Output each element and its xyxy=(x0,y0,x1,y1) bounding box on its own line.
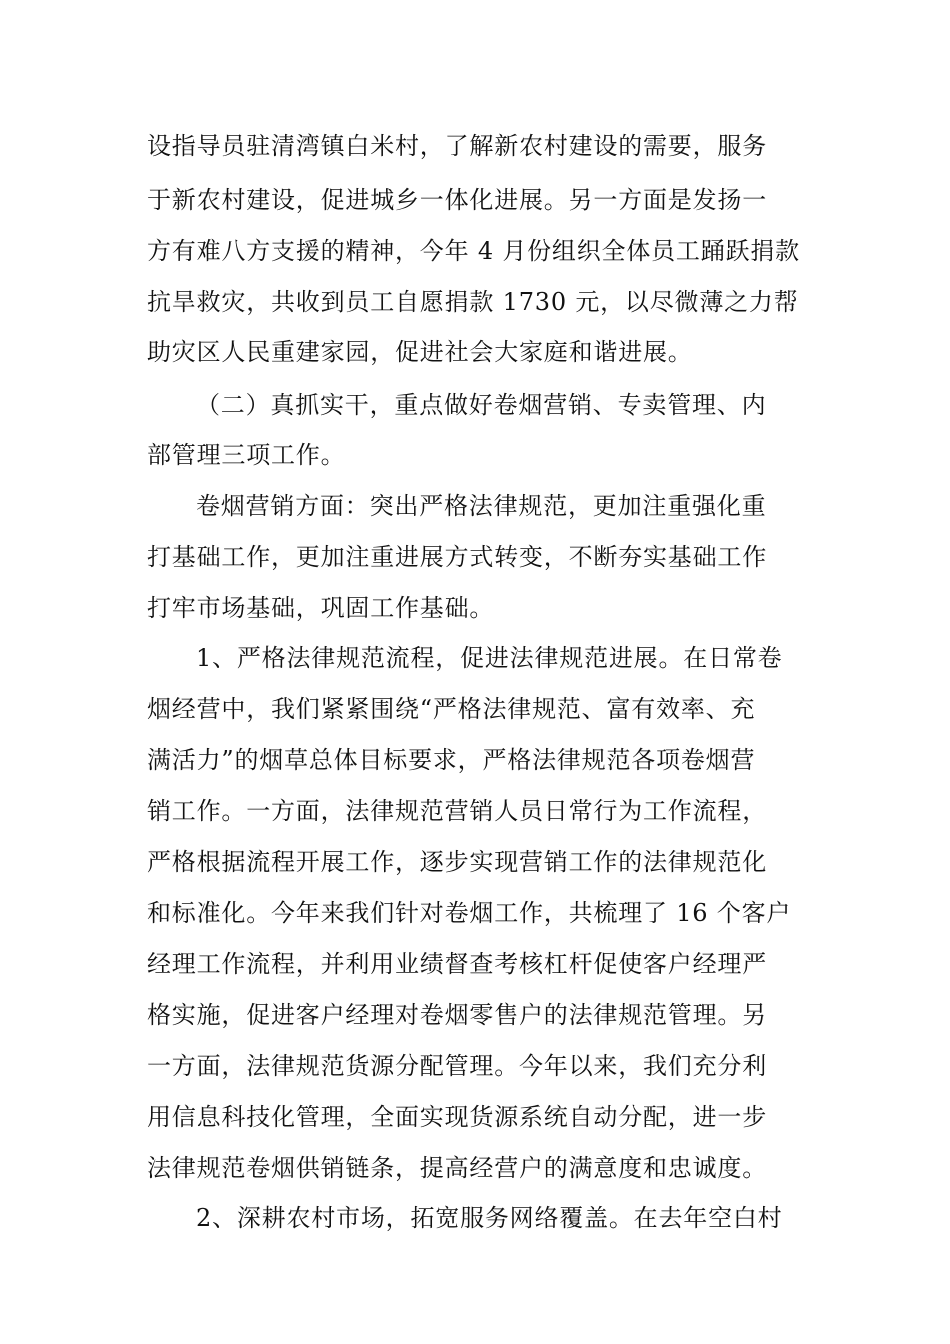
text-line: 方有难八方支援的精神，今年 4 月份组织全体员工踊跃捐款 xyxy=(147,237,800,265)
text-line: 设指导员驻清湾镇白米村，了解新农村建设的需要，服务 xyxy=(147,132,767,160)
text-line: 经理工作流程，并利用业绩督查考核杠杆促使客户经理严 xyxy=(147,950,767,978)
text-line: 打基础工作，更加注重进展方式转变，不断夯实基础工作 xyxy=(147,543,767,571)
text-line: 助灾区人民重建家园，促进社会大家庭和谐进展。 xyxy=(147,338,693,366)
text-line: 部管理三项工作。 xyxy=(147,441,346,469)
text-line: 烟经营中，我们紧紧围绕“严格法律规范、富有效率、充 xyxy=(147,695,756,723)
text-line: 2、深耕农村市场，拓宽服务网络覆盖。在去年空白村 xyxy=(196,1204,783,1232)
text-line: 卷烟营销方面：突出严格法律规范，更加注重强化重 xyxy=(196,492,767,520)
text-line: 满活力”的烟草总体目标要求，严格法律规范各项卷烟营 xyxy=(147,746,756,774)
text-line: 用信息科技化管理，全面实现货源系统自动分配，进一步 xyxy=(147,1103,767,1131)
text-line: （二）真抓实干，重点做好卷烟营销、专卖管理、内 xyxy=(196,391,767,419)
text-line: 打牢市场基础，巩固工作基础。 xyxy=(147,594,495,622)
text-line: 抗旱救灾，共收到员工自愿捐款 1730 元，以尽微薄之力帮 xyxy=(147,288,799,316)
text-line: 销工作。一方面，法律规范营销人员日常行为工作流程， xyxy=(147,797,767,825)
text-line: 和标准化。今年来我们针对卷烟工作，共梳理了 16 个客户 xyxy=(147,899,792,927)
text-line: 一方面，法律规范货源分配管理。今年以来，我们充分利 xyxy=(147,1052,767,1080)
text-line: 于新农村建设，促进城乡一体化进展。另一方面是发扬一 xyxy=(147,186,767,214)
text-line: 法律规范卷烟供销链条，提高经营户的满意度和忠诚度。 xyxy=(147,1154,767,1182)
text-line: 格实施，促进客户经理对卷烟零售户的法律规范管理。另 xyxy=(147,1001,767,1029)
text-line: 严格根据流程开展工作，逐步实现营销工作的法律规范化 xyxy=(147,848,767,876)
text-line: 1、严格法律规范流程，促进法律规范进展。在日常卷 xyxy=(196,644,783,672)
